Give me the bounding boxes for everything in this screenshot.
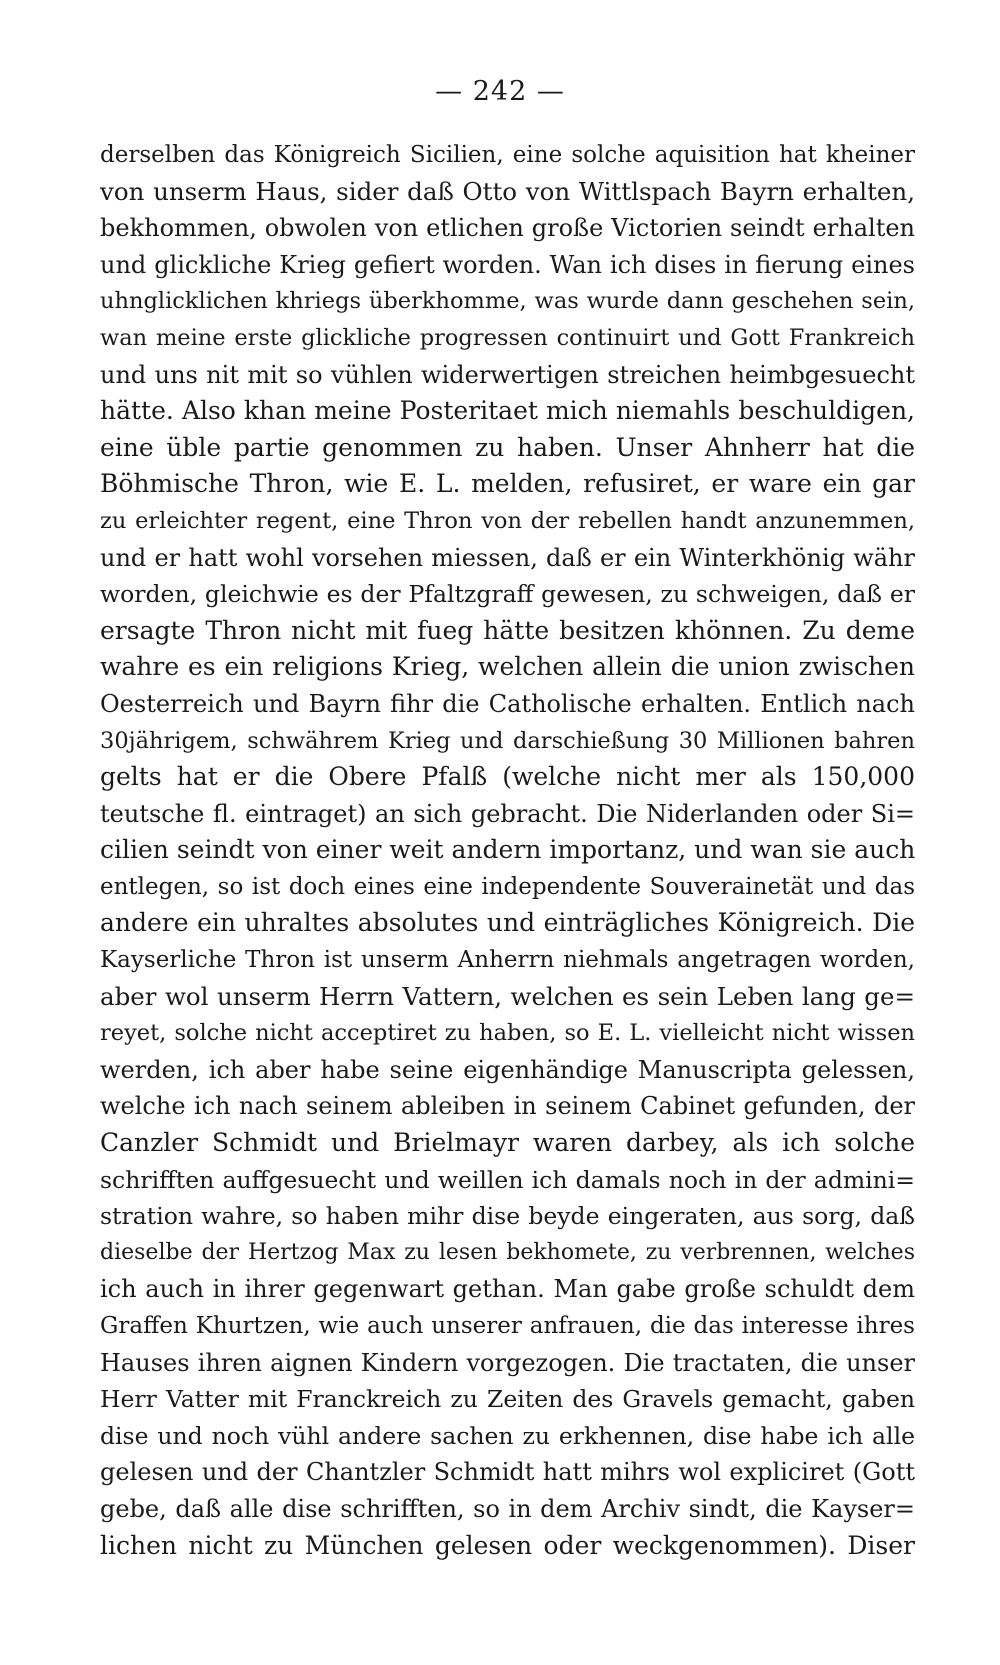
text-line: eine üble partie genommen zu haben. Unser Ahnherr hat die bbox=[100, 432, 915, 462]
text-line: und glickliche Krieg gefiert worden. Wan ich dises in fierung eines bbox=[100, 250, 915, 279]
text-line: Herr Vatter mit Franckreich zu Zeiten des Gravels gemacht, gaben bbox=[100, 1385, 915, 1414]
text-line: derselben das Königreich Sicilien, eine solche aquisition hat kheiner bbox=[100, 142, 915, 168]
text-line: und uns nit mit so vühlen widerwertigen streichen heimbgesuecht bbox=[100, 360, 915, 389]
text-line: hätte. Also khan meine Posteritaet mich niemahls beschuldigen, bbox=[100, 396, 915, 426]
text-line: ersagte Thron nicht mit fueg hätte besitzen khönnen. Zu deme bbox=[100, 615, 915, 645]
text-line: Oesterreich und Bayrn fihr die Catholische erhalten. Entlich nach bbox=[100, 689, 915, 718]
body-text bbox=[100, 137, 915, 1564]
text-line: stration wahre, so haben mihr dise beyde eingeraten, aus sorg, daß bbox=[100, 1202, 915, 1231]
text-line: von unserm Haus, sider daß Otto von Wittlspach Bayrn erhalten, bbox=[100, 176, 915, 206]
text-line: reyet, solche nicht acceptiret zu haben, so E. L. vielleicht nicht wissen bbox=[100, 1020, 915, 1047]
text-line: Graffen Khurtzen, wie auch unserer anfrauen, die das interesse ihres bbox=[100, 1313, 915, 1339]
text-line: und er hatt wohl vorsehen miessen, daß er ein Winterkhönig währ bbox=[100, 543, 915, 572]
text-line: lichen nicht zu München gelesen oder weckgenommen). Diser bbox=[100, 1530, 915, 1560]
text-line: entlegen, so ist doch eines eine independente Souverainetät und das bbox=[100, 873, 915, 900]
text-line: dise und noch vühl andere sachen zu erkhennen, dise habe ich alle bbox=[100, 1421, 915, 1450]
text-line: teutsche fl. eintraget) an sich gebracht. Die Niderlanden oder Si= bbox=[100, 799, 915, 828]
text-line: gelts hat er die Obere Pfalß (welche nicht mer als 150,000 bbox=[100, 762, 915, 792]
text-line: 30jährigem, schwährem Krieg und darschießung 30 Millionen bahren bbox=[100, 727, 915, 754]
text-line: welche ich nach seinem ableiben in seinem Cabinet gefunden, der bbox=[100, 1092, 915, 1121]
text-line: andere ein uhraltes absolutes und einträgliches Königreich. Die bbox=[100, 908, 915, 938]
text-line: dieselbe der Hertzog Max zu lesen bekhomete, zu verbrennen, welches bbox=[100, 1239, 915, 1265]
text-line: schrifften auffgesuecht und weillen ich damals noch in der admini= bbox=[100, 1165, 915, 1194]
text-line: worden, gleichwie es der Pfaltzgraff gewesen, zu schweigen, daß er bbox=[100, 580, 915, 609]
text-line: gelesen und der Chantzler Schmidt hatt mihrs wol expliciret (Gott bbox=[100, 1458, 915, 1487]
text-line: Kayserliche Thron ist unserm Anherrn niehmals angetragen worden, bbox=[100, 947, 915, 974]
text-line: wan meine erste glickliche progressen continuirt und Gott Frankreich bbox=[100, 324, 915, 351]
text-line: ich auch in ihrer gegenwart gethan. Man gabe große schuldt dem bbox=[100, 1275, 915, 1304]
text-line: werden, ich aber habe seine eigenhändige Manuscripta gelessen, bbox=[100, 1055, 915, 1084]
text-line: zu erleichter regent, eine Thron von der rebellen handt anzunemmen, bbox=[100, 507, 915, 534]
text-line: aber wol unserm Herrn Vattern, welchen es sein Leben lang ge= bbox=[100, 981, 915, 1011]
text-line: bekhommen, obwolen von etlichen große Victorien seindt erhalten bbox=[100, 214, 915, 243]
text-line: cilien seindt von einer weit andern importanz, und wan sie auch bbox=[100, 835, 916, 865]
text-line: Böhmische Thron, wie E. L. melden, refusiret, er ware ein gar bbox=[100, 469, 915, 499]
text-line: gebe, daß alle dise schrifften, so in dem Archiv sindt, die Kayser= bbox=[100, 1494, 915, 1523]
text-line: uhnglicklichen khriegs überkhomme, was wurde dann geschehen sein, bbox=[100, 288, 915, 315]
text-line: Hauses ihren aignen Kindern vorgezogen. Die tractaten, die unser bbox=[100, 1348, 915, 1377]
text-line: Canzler Schmidt und Brielmayr waren darbey, als ich solche bbox=[100, 1128, 915, 1158]
text-line: wahre es ein religions Krieg, welchen allein die union zwischen bbox=[100, 652, 915, 682]
page-number: — 242 — bbox=[435, 76, 565, 107]
